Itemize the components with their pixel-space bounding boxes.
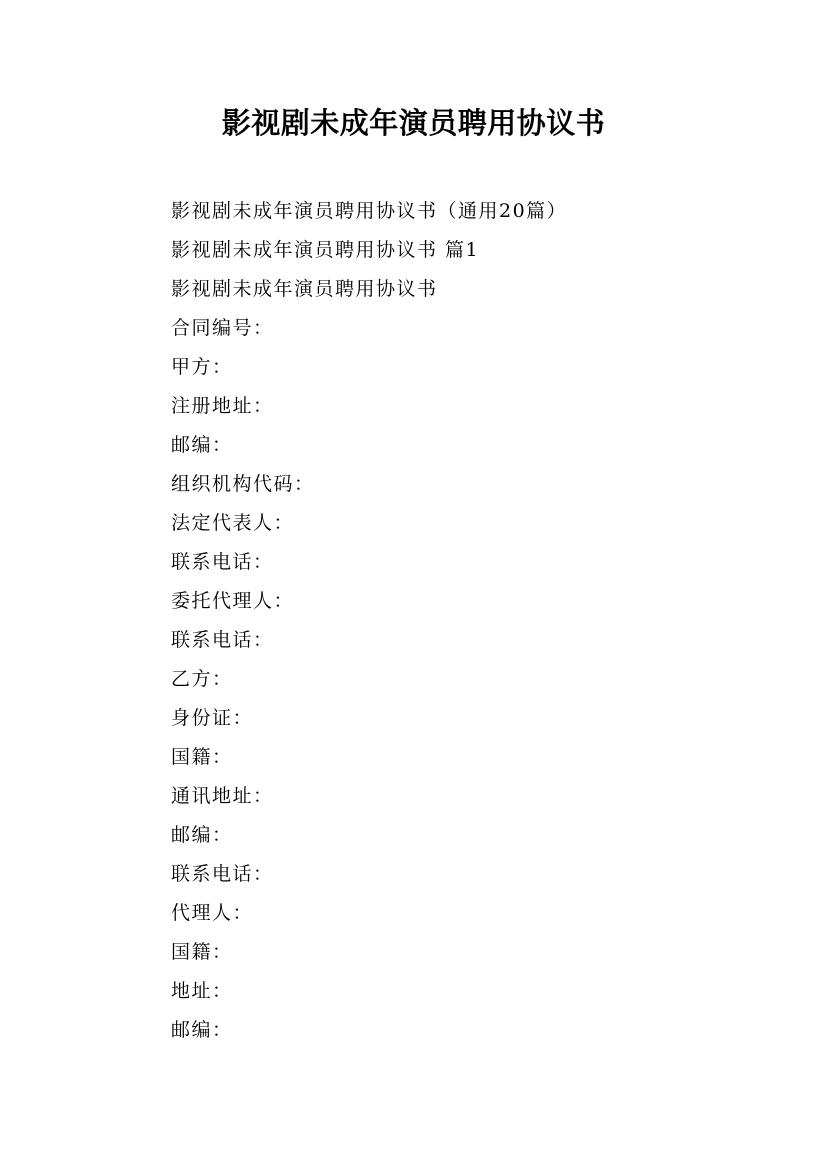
mailing-address-field: 通讯地址：	[171, 785, 274, 807]
doc-section-title: 影视剧未成年演员聘用协议书	[171, 278, 438, 300]
organization-code-field: 组织机构代码：	[171, 473, 315, 495]
document-title: 影视剧未成年演员聘用协议书	[221, 106, 606, 140]
agent-phone-field: 联系电话：	[171, 629, 274, 651]
document-body	[171, 192, 731, 1050]
agent-postcode-field: 邮编：	[171, 1019, 233, 1041]
party-a-label: 甲方：	[171, 356, 233, 378]
agent-address-field: 地址：	[171, 980, 233, 1002]
nationality-field: 国籍：	[171, 746, 233, 768]
party-b-phone-field: 联系电话：	[171, 863, 274, 885]
party-a-phone-field: 联系电话：	[171, 551, 274, 573]
agent-nationality-field: 国籍：	[171, 941, 233, 963]
party-b-label: 乙方：	[171, 668, 233, 690]
id-card-field: 身份证：	[171, 707, 254, 729]
authorized-agent-field: 委托代理人：	[171, 590, 295, 612]
contract-number-field: 合同编号：	[171, 317, 274, 339]
legal-representative-field: 法定代表人：	[171, 512, 295, 534]
guardian-agent-label: 代理人：	[171, 902, 254, 924]
doc-subtitle-collection: 影视剧未成年演员聘用协议书（通用20篇）	[171, 200, 568, 222]
registered-address-field: 注册地址：	[171, 395, 274, 417]
party-a-postcode-field: 邮编：	[171, 434, 233, 456]
doc-section-heading: 影视剧未成年演员聘用协议书 篇1	[171, 239, 480, 261]
party-b-postcode-field: 邮编：	[171, 824, 233, 846]
